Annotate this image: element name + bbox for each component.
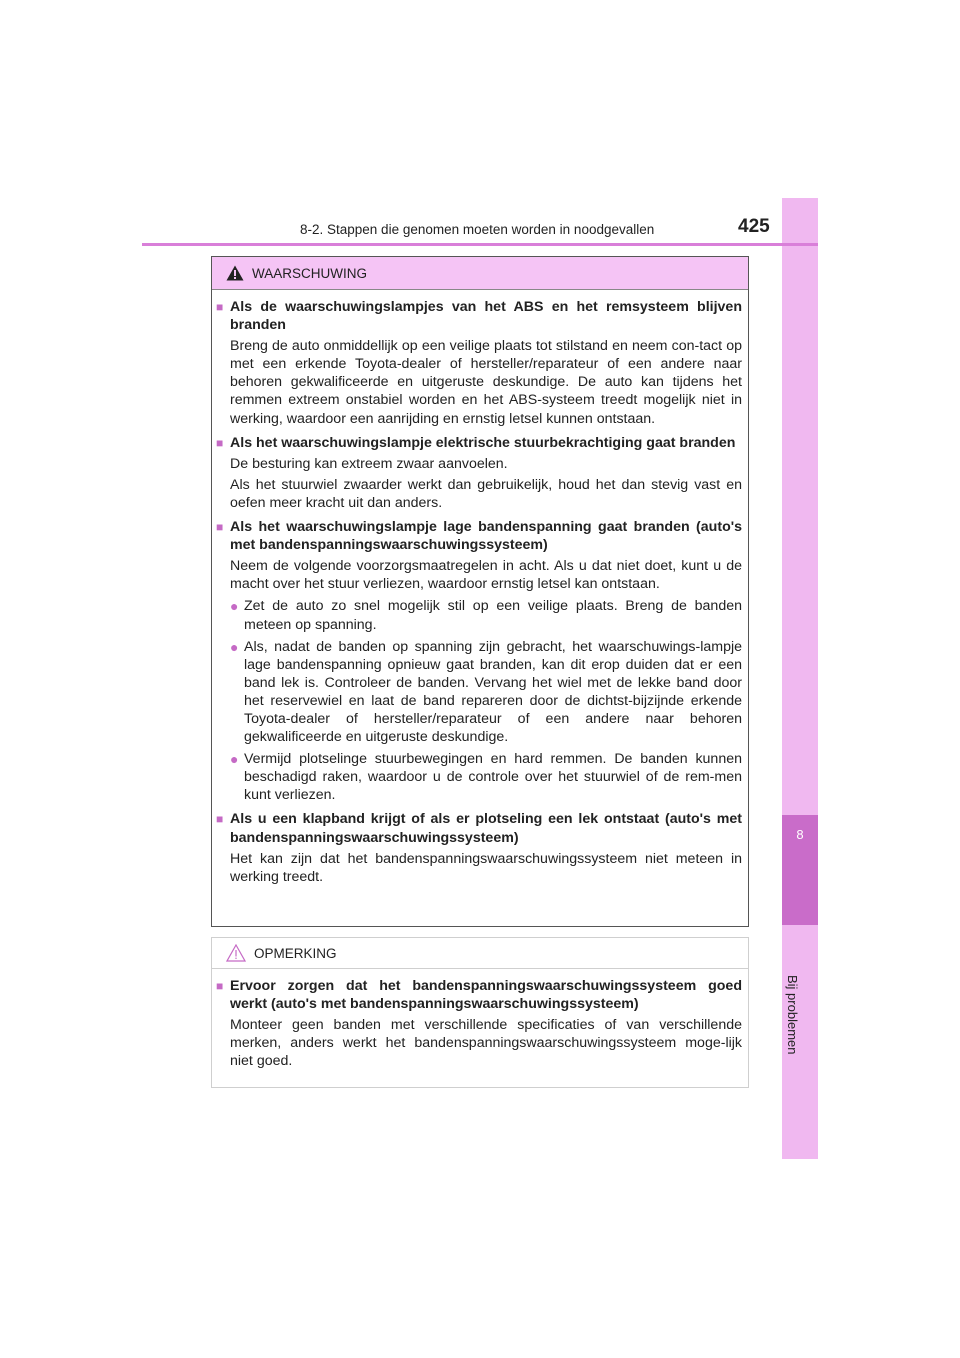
note-heading-text: OPMERKING	[254, 945, 337, 961]
item-paragraph: De besturing kan extreem zwaar aanvoelen.	[230, 455, 508, 472]
square-bullet-icon: ■	[216, 300, 224, 314]
item-title-text: Ervoor zorgen dat het bandenspanningswaarschuwingssysteem goed werkt (auto's met bandenspanningswaarschuwingssysteem)	[230, 978, 742, 1013]
item-title-text: Als het waarschuwingslampje elektrische stuurbekrachtiging gaat branden	[230, 434, 736, 451]
round-bullet-icon: ●	[230, 751, 239, 768]
note-body	[212, 969, 748, 1070]
square-bullet-icon: ■	[216, 520, 224, 535]
square-bullet-icon: ■	[216, 812, 224, 827]
section-item	[216, 810, 742, 885]
item-title-text: Als de waarschuwingslampjes van het ABS en het remsysteem blijven branden	[230, 299, 742, 334]
warning-triangle-filled-icon	[226, 265, 244, 281]
note-heading	[212, 938, 748, 969]
item-title	[216, 810, 742, 846]
item-paragraph: Het kan zijn dat het bandenspanningswaarschuwingssysteem niet meteen in werking treedt.	[230, 850, 742, 885]
item-paragraph: Monteer geen banden met verschillende specificaties of van verschillende merken, anders werkt het bandenspanningswaarschuwingssysteem moge-lijk niet goed.	[230, 1017, 742, 1070]
item-title-text: Als het waarschuwingslampje lage bandenspanning gaat branden (auto's met bandenspanningswaarschuwingssysteem)	[230, 519, 742, 554]
item-paragraph: Neem de volgende voorzorgsmaatregelen in acht. Als u dat niet doet, kunt u de macht over het stuur verliezen, waardoor ernstig letsel kan ontstaan.	[230, 558, 742, 593]
section-item	[216, 977, 742, 1070]
square-bullet-icon: ■	[216, 979, 224, 993]
section-item	[216, 434, 742, 512]
section-item	[216, 298, 742, 428]
note-box	[211, 937, 749, 1088]
warning-body	[212, 290, 748, 886]
item-title-text: Als u een klapband krijgt of als er plotseling een lek ontstaat (auto's met bandenspanningswaarschuwingssysteem)	[230, 811, 742, 846]
round-bullet-icon: ●	[230, 598, 239, 615]
item-paragraph: Als het stuurwiel zwaarder werkt dan gebruikelijk, houd het dan stevig vast en oefen meer kracht uit dan anders.	[230, 476, 742, 511]
bullet-text: Zet de auto zo snel mogelijk stil op een veilige plaats. Breng de banden meteen op spanning.	[244, 598, 742, 633]
bullet-item	[230, 638, 742, 747]
section-title: 8-2. Stappen die genomen moeten worden in noodgevallen	[300, 222, 655, 237]
bullet-text: Als, nadat de banden op spanning zijn gebracht, het waarschuwings-lampje lage bandenspanning opnieuw gaat branden, kan dit erop duiden dat er een band lek is. Controleer de banden. Vervang het wiel met de lekke band door het reservewiel en laat de band repareren door de dichtst-bijzijnde erkende Toyota-dealer of hersteller/reparateur of een andere naar behoren gekwalificeerde en uitgeruste deskundige.	[244, 638, 742, 746]
warning-heading-text: WAARSCHUWING	[252, 265, 367, 281]
chapter-label: Bij problemen	[785, 975, 800, 1055]
chapter-number: 8	[796, 827, 804, 842]
header-rule	[142, 243, 818, 246]
bullet-item	[230, 750, 742, 804]
bullet-text: Vermijd plotselinge stuurbewegingen en hard remmen. De banden kunnen beschadigd raken, waardoor u de controle over het stuurwiel of de rem-men kunt verliezen.	[244, 751, 742, 804]
warning-triangle-outline-icon	[226, 944, 246, 962]
bullet-list	[230, 597, 742, 804]
item-title	[216, 977, 742, 1013]
section-item	[216, 518, 742, 804]
bullet-item	[230, 597, 742, 633]
page-number: 425	[738, 216, 770, 237]
item-title	[216, 518, 742, 554]
item-title	[216, 298, 742, 334]
warning-heading	[212, 257, 748, 290]
square-bullet-icon: ■	[216, 435, 224, 450]
warning-box	[211, 256, 749, 927]
round-bullet-icon: ●	[230, 638, 239, 655]
item-title	[216, 434, 742, 452]
item-paragraph: Breng de auto onmiddellijk op een veilige plaats tot stilstand en neem con-tact op met een erkende Toyota-dealer of hersteller/reparateur of een andere naar behoren gekwalificeerde en uitgeruste deskundige. De auto kan tijdens het remmen extreem onstabiel worden en het ABS-systeem treedt mogelijk niet in werking, waardoor een aanrijding en ernstig letsel kunnen ontstaan.	[230, 338, 742, 427]
